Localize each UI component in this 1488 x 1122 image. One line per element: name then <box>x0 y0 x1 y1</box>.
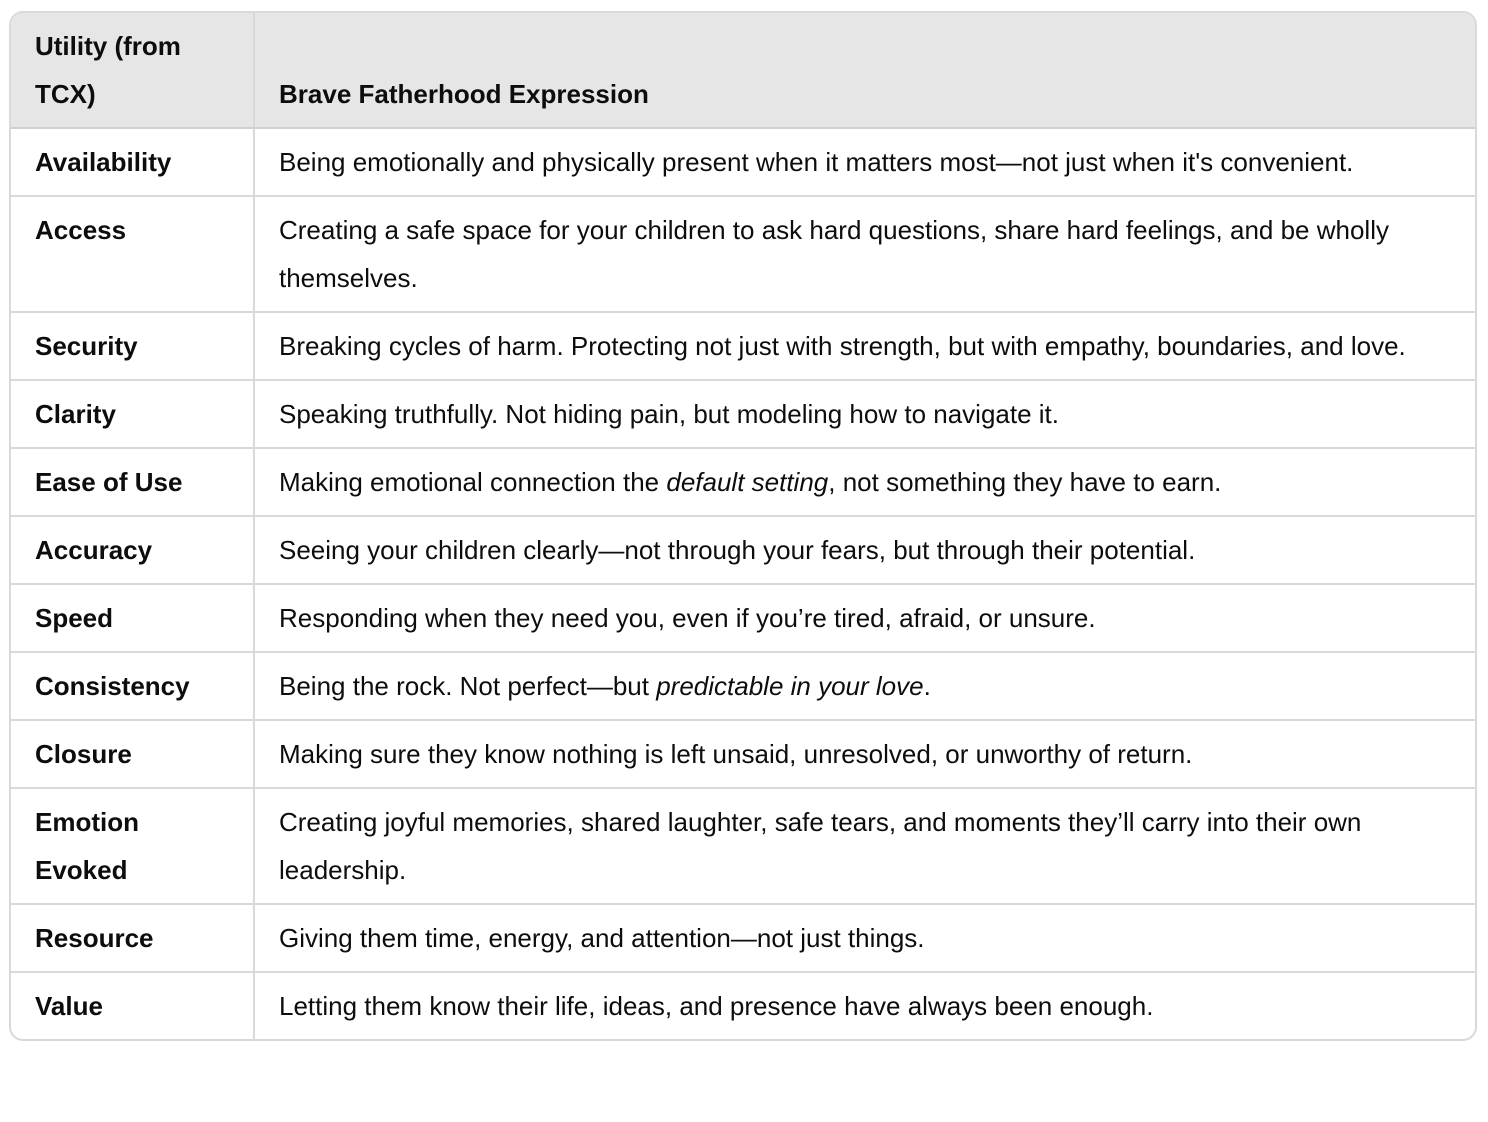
expression-cell <box>254 448 1475 516</box>
utility-cell: Consistency <box>11 652 254 720</box>
table-row <box>11 652 1475 720</box>
expression-cell <box>254 788 1475 904</box>
text-segment: Being emotionally and physically present when it matters most—not just when it's convenient. <box>279 147 1354 177</box>
text-segment: Making sure they know nothing is left unsaid, unresolved, or unworthy of return. <box>279 739 1193 769</box>
table-row <box>11 128 1475 196</box>
expression-cell <box>254 720 1475 788</box>
table-row <box>11 448 1475 516</box>
table-body <box>11 128 1475 1039</box>
text-segment: Making emotional connection the <box>279 467 667 497</box>
utility-cell: Closure <box>11 720 254 788</box>
utility-cell: Access <box>11 196 254 312</box>
text-segment: , not something they have to earn. <box>828 467 1222 497</box>
table-row <box>11 584 1475 652</box>
table-header-row <box>11 13 1475 128</box>
text-segment: . <box>923 671 931 701</box>
table-row <box>11 972 1475 1039</box>
text-segment: Giving them time, energy, and attention—not just things. <box>279 923 925 953</box>
text-segment: Creating a safe space for your children to ask hard questions, share hard feelings, and be wholly themselves. <box>279 215 1389 293</box>
header-utility: Utility (from TCX) <box>11 13 254 128</box>
table-row <box>11 380 1475 448</box>
utility-cell: Ease of Use <box>11 448 254 516</box>
expression-cell <box>254 196 1475 312</box>
expression-cell <box>254 128 1475 196</box>
table-row <box>11 196 1475 312</box>
utility-cell: Value <box>11 972 254 1039</box>
utility-cell: Accuracy <box>11 516 254 584</box>
text-segment: Responding when they need you, even if you’re tired, afraid, or unsure. <box>279 603 1096 633</box>
text-segment: Letting them know their life, ideas, and presence have always been enough. <box>279 991 1154 1021</box>
table-row <box>11 312 1475 380</box>
header-expression: Brave Fatherhood Expression <box>254 13 1475 128</box>
expression-cell <box>254 516 1475 584</box>
table-row <box>11 904 1475 972</box>
utility-cell: Clarity <box>11 380 254 448</box>
utility-cell: Security <box>11 312 254 380</box>
expression-cell <box>254 904 1475 972</box>
utility-cell: Availability <box>11 128 254 196</box>
expression-cell <box>254 584 1475 652</box>
expression-cell <box>254 312 1475 380</box>
text-segment: Creating joyful memories, shared laughter, safe tears, and moments they’ll carry into their own leadership. <box>279 807 1362 885</box>
table-row <box>11 720 1475 788</box>
expression-cell <box>254 652 1475 720</box>
utility-table-container <box>9 11 1477 1041</box>
text-segment: Seeing your children clearly—not through your fears, but through their potential. <box>279 535 1196 565</box>
table-row <box>11 788 1475 904</box>
emphasis-text: default setting <box>666 467 829 497</box>
text-segment: Speaking truthfully. Not hiding pain, but modeling how to navigate it. <box>279 399 1059 429</box>
text-segment: Being the rock. Not perfect—but <box>279 671 657 701</box>
utility-table <box>11 13 1475 1039</box>
expression-cell <box>254 380 1475 448</box>
expression-cell <box>254 972 1475 1039</box>
utility-cell: Speed <box>11 584 254 652</box>
table-row <box>11 516 1475 584</box>
utility-cell: Resource <box>11 904 254 972</box>
emphasis-text: predictable in your love <box>656 671 924 701</box>
utility-cell: Emotion Evoked <box>11 788 254 904</box>
text-segment: Breaking cycles of harm. Protecting not just with strength, but with empathy, boundaries, and love. <box>279 331 1406 361</box>
